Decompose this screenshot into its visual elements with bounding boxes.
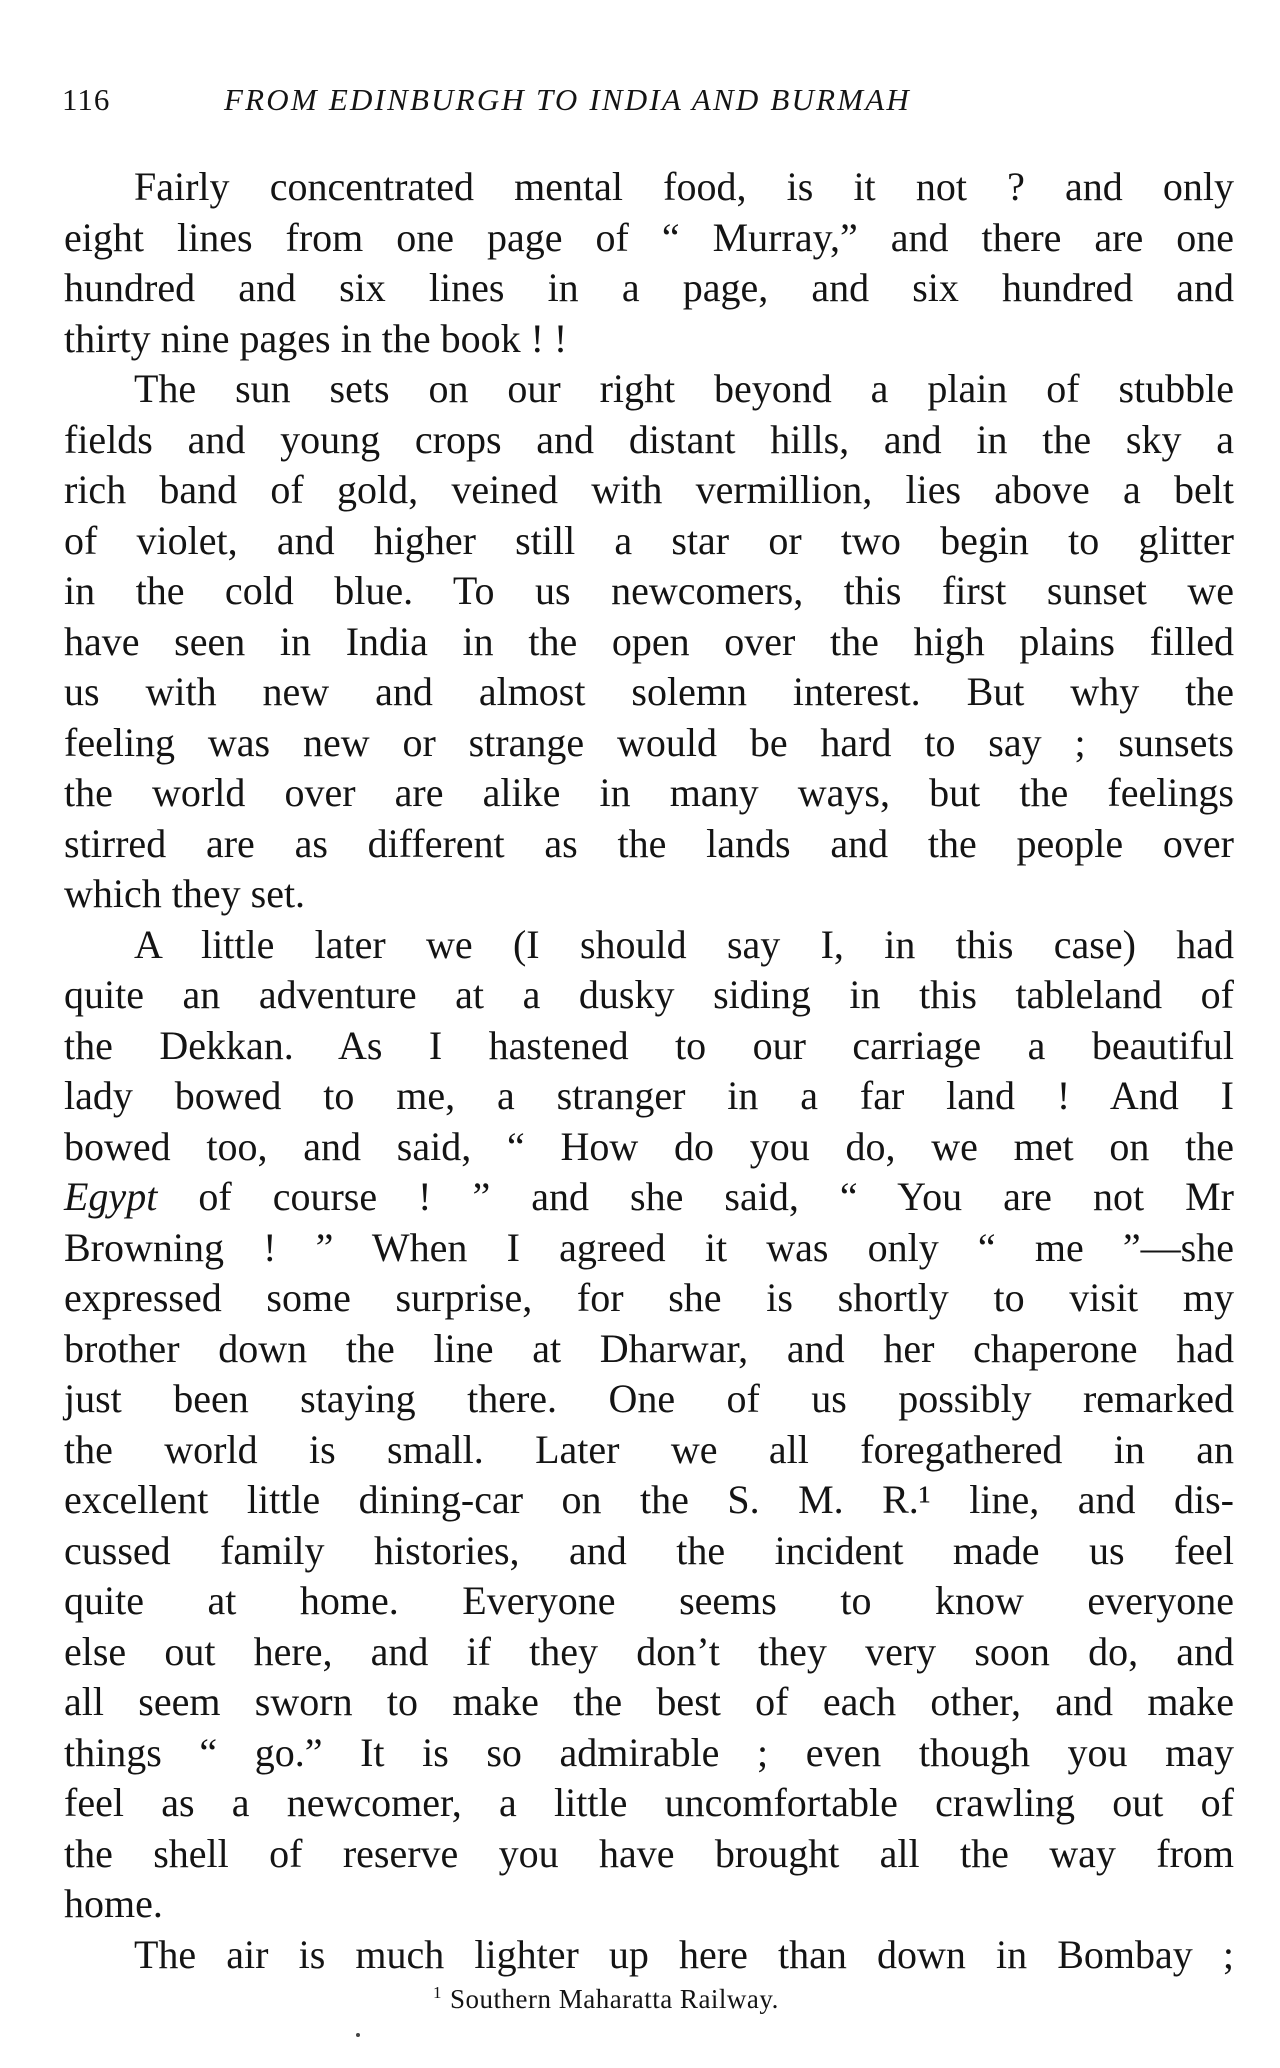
- footnote-text: Southern Maharatta Railway.: [450, 1984, 779, 2014]
- body-text: [64, 162, 1234, 1980]
- text-line: feeling was new or strange would be hard to say ; sunsets: [64, 719, 1234, 765]
- text-line: the world over are alike in many ways, but the feelings: [64, 770, 1234, 815]
- text-line: home.: [64, 1881, 163, 1926]
- text-line: hundred and six lines in a page, and six hundred and: [64, 265, 1234, 310]
- text-line: A little later we (I should say I, in this case) had: [134, 921, 1234, 967]
- text-line: cussed family histories, and the incident made us feel: [64, 1527, 1234, 1573]
- text-line: the world is small. Later we all foregathered in an: [64, 1426, 1234, 1472]
- text-line: lady bowed to me, a stranger in a far land ! And I: [64, 1073, 1234, 1118]
- page-number: 116: [62, 82, 111, 117]
- text-line: stirred are as different as the lands and the people over: [64, 820, 1234, 866]
- text-line: bowed too, and said, “ How do you do, we met on the: [64, 1123, 1234, 1169]
- text-line: eight lines from one page of “ Murray,” and there are one: [64, 214, 1234, 260]
- text-line: of violet, and higher still a star or two begin to glitter: [64, 517, 1234, 563]
- text-line: the shell of reserve you have brought all the way from: [64, 1830, 1234, 1876]
- text-line: fields and young crops and distant hills, and in the sky a: [64, 416, 1234, 462]
- text-line: which they set.: [64, 871, 306, 916]
- text-line: quite at home. Everyone seems to know everyone: [64, 1578, 1234, 1623]
- text-line: else out here, and if they don’t they very soon do, and: [64, 1628, 1234, 1674]
- text-line: the Dekkan. As I hastened to our carriage a beautiful: [64, 1022, 1234, 1068]
- text-line: The air is much lighter up here than down in Bombay ;: [134, 1931, 1234, 1977]
- text-line: just been staying there. One of us possibly remarked: [64, 1376, 1234, 1421]
- footnote-marker: 1: [433, 1983, 442, 2002]
- text-line: quite an adventure at a dusky siding in this tableland of: [64, 972, 1234, 1017]
- text-line: all seem sworn to make the best of each other, and make: [64, 1679, 1234, 1724]
- text-line: brother down the line at Dharwar, and her chaperone had: [64, 1325, 1234, 1371]
- text-line: in the cold blue. To us newcomers, this first sunset we: [64, 568, 1234, 613]
- print-speck: [356, 2033, 360, 2037]
- text-line: us with new and almost solemn interest. But why the: [64, 669, 1234, 714]
- ship-name: Egypt: [64, 1174, 158, 1219]
- running-title: FROM EDINBURGH TO INDIA AND BURMAH: [224, 82, 911, 117]
- text-line: Egypt of course ! ” and she said, “ You are not Mr: [64, 1174, 1234, 1219]
- footnote: [433, 1983, 779, 2015]
- text-line: The sun sets on our right beyond a plain of stubble: [134, 366, 1234, 411]
- text-line: excellent little dining-car on the S. M. R.¹ line, and dis-: [64, 1477, 1234, 1522]
- text-line: thirty nine pages in the book ! !: [64, 315, 568, 361]
- text-line: Fairly concentrated mental food, is it not ? and only: [134, 164, 1234, 209]
- text-line: have seen in India in the open over the high plains filled: [64, 618, 1234, 664]
- text-line: rich band of gold, veined with vermillion, lies above a belt: [64, 467, 1234, 512]
- text-line: feel as a newcomer, a little uncomfortable crawling out of: [64, 1780, 1234, 1825]
- text-line: things “ go.” It is so admirable ; even though you may: [64, 1729, 1234, 1775]
- text-line: expressed some surprise, for she is shortly to visit my: [64, 1275, 1234, 1320]
- page-header: [62, 82, 1242, 122]
- text-line: Browning ! ” When I agreed it was only “ me ”—she: [64, 1224, 1234, 1270]
